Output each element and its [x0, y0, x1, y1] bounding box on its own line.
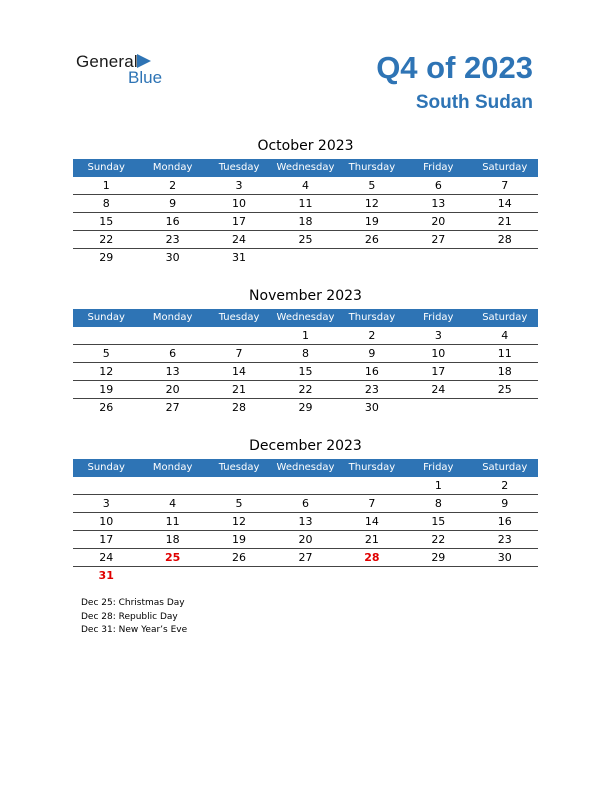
- day-cell: 5: [235, 497, 243, 510]
- day-cell: [206, 477, 272, 494]
- week-row: [73, 213, 538, 231]
- week-row: [73, 195, 538, 213]
- day-cell: 29: [298, 401, 313, 414]
- week-row: [73, 345, 538, 363]
- day-cell: 16: [165, 215, 180, 228]
- month-november: [73, 287, 538, 416]
- day-cell: [339, 477, 405, 494]
- day-cell: 2: [169, 179, 177, 192]
- day-cell: 22: [99, 233, 114, 246]
- day-cell: 10: [232, 197, 247, 210]
- day-cell: 24: [232, 233, 247, 246]
- day-cell: 15: [99, 215, 114, 228]
- weekday-label: Thursday: [348, 162, 396, 173]
- month-title: December 2023: [249, 438, 362, 454]
- country-name: South Sudan: [415, 92, 533, 113]
- weekday-label: Monday: [152, 312, 193, 323]
- weekday-label: Friday: [423, 312, 454, 323]
- week-row: [73, 477, 538, 495]
- weeks-grid: [73, 177, 538, 266]
- day-cell: 22: [298, 383, 313, 396]
- holiday-day-cell: 25: [164, 551, 181, 564]
- day-cell: [472, 249, 538, 266]
- day-cell: 24: [431, 383, 446, 396]
- day-cell: 18: [298, 215, 313, 228]
- weekday-label: Tuesday: [218, 162, 260, 173]
- day-cell: 8: [301, 347, 309, 360]
- week-row: [73, 549, 538, 567]
- day-cell: 1: [301, 329, 309, 342]
- weekday-label: Friday: [423, 462, 454, 473]
- day-cell: [272, 477, 338, 494]
- week-row: [73, 495, 538, 513]
- day-cell: [339, 567, 405, 584]
- weekday-label: Sunday: [87, 462, 125, 473]
- day-cell: [405, 249, 471, 266]
- day-cell: [472, 399, 538, 416]
- day-cell: 14: [232, 365, 247, 378]
- day-cell: 2: [501, 479, 509, 492]
- day-cell: 10: [99, 515, 114, 528]
- week-row: [73, 249, 538, 266]
- day-cell: 21: [497, 215, 512, 228]
- weekday-label: Tuesday: [218, 462, 260, 473]
- day-cell: 3: [434, 329, 442, 342]
- weeks-grid: [73, 477, 538, 584]
- weekday-label: Tuesday: [218, 312, 260, 323]
- holiday-day-cell: 31: [98, 569, 114, 582]
- weekday-header: [73, 159, 538, 177]
- weekday-label: Wednesday: [276, 162, 335, 173]
- day-cell: 26: [99, 401, 114, 414]
- weekday-label: Sunday: [87, 162, 125, 173]
- weekday-label: Thursday: [348, 462, 396, 473]
- day-cell: 4: [301, 179, 309, 192]
- week-row: [73, 363, 538, 381]
- holiday-note: Dec 25: Christmas Day: [81, 598, 185, 608]
- day-cell: [206, 567, 272, 584]
- day-cell: 3: [102, 497, 110, 510]
- day-cell: 19: [364, 215, 379, 228]
- day-cell: 4: [501, 329, 509, 342]
- day-cell: 12: [99, 365, 114, 378]
- day-cell: 5: [368, 179, 376, 192]
- day-cell: 31: [232, 251, 247, 264]
- day-cell: [472, 567, 538, 584]
- day-cell: 15: [431, 515, 446, 528]
- weekday-label: Monday: [152, 462, 193, 473]
- day-cell: 30: [497, 551, 512, 564]
- day-cell: 1: [102, 179, 110, 192]
- day-cell: 16: [497, 515, 512, 528]
- day-cell: 23: [497, 533, 512, 546]
- month-title: October 2023: [257, 138, 354, 154]
- day-cell: 20: [165, 383, 180, 396]
- day-cell: 25: [298, 233, 313, 246]
- day-cell: 30: [364, 401, 379, 414]
- day-cell: [405, 567, 471, 584]
- day-cell: [272, 567, 338, 584]
- day-cell: 7: [501, 179, 509, 192]
- weekday-label: Monday: [152, 162, 193, 173]
- day-cell: 24: [99, 551, 114, 564]
- weekday-label: Thursday: [348, 312, 396, 323]
- logo: [76, 52, 186, 92]
- weekday-header: [73, 459, 538, 477]
- day-cell: 20: [431, 215, 446, 228]
- weekday-label: Saturday: [482, 462, 528, 473]
- week-row: [73, 513, 538, 531]
- day-cell: 13: [165, 365, 180, 378]
- day-cell: 8: [102, 197, 110, 210]
- weekday-label: Wednesday: [276, 312, 335, 323]
- day-cell: [206, 327, 272, 344]
- day-cell: 26: [232, 551, 247, 564]
- weekday-label: Saturday: [482, 162, 528, 173]
- week-row: [73, 399, 538, 416]
- week-row: [73, 231, 538, 249]
- day-cell: 14: [497, 197, 512, 210]
- day-cell: 9: [501, 497, 509, 510]
- day-cell: 6: [169, 347, 177, 360]
- week-row: [73, 177, 538, 195]
- day-cell: [139, 477, 205, 494]
- day-cell: 5: [102, 347, 110, 360]
- week-row: [73, 327, 538, 345]
- week-row: [73, 567, 538, 584]
- week-row: [73, 381, 538, 399]
- day-cell: 21: [232, 383, 247, 396]
- week-row: [73, 531, 538, 549]
- day-cell: 11: [497, 347, 512, 360]
- holiday-day-cell: 28: [364, 551, 380, 564]
- day-cell: [272, 249, 338, 266]
- day-cell: 1: [434, 479, 442, 492]
- day-cell: 27: [165, 401, 180, 414]
- day-cell: 3: [235, 179, 243, 192]
- day-cell: 10: [431, 347, 446, 360]
- day-cell: 23: [165, 233, 180, 246]
- day-cell: 27: [298, 551, 313, 564]
- day-cell: 15: [298, 365, 313, 378]
- day-cell: 22: [431, 533, 446, 546]
- day-cell: 2: [368, 329, 376, 342]
- day-cell: 6: [434, 179, 442, 192]
- day-cell: 9: [368, 347, 376, 360]
- logo-blue-text: Blue: [128, 68, 163, 87]
- day-cell: 27: [431, 233, 446, 246]
- day-cell: [405, 399, 471, 416]
- day-cell: 4: [169, 497, 177, 510]
- day-cell: 12: [364, 197, 379, 210]
- month-october: [73, 137, 538, 266]
- logo-flag-icon: [137, 54, 151, 68]
- day-cell: 18: [497, 365, 512, 378]
- logo-general-text: General: [76, 52, 138, 71]
- day-cell: 17: [99, 533, 114, 546]
- day-cell: 19: [232, 533, 247, 546]
- day-cell: [139, 327, 205, 344]
- day-cell: 18: [165, 533, 180, 546]
- holiday-note: Dec 31: New Year’s Eve: [81, 625, 188, 635]
- day-cell: [73, 327, 139, 344]
- weekday-label: Wednesday: [276, 462, 335, 473]
- month-december: [73, 437, 538, 584]
- day-cell: 14: [364, 515, 379, 528]
- day-cell: [73, 477, 139, 494]
- holiday-note: Dec 28: Republic Day: [81, 611, 178, 622]
- day-cell: 25: [497, 383, 512, 396]
- month-title: November 2023: [249, 288, 362, 304]
- day-cell: 29: [99, 251, 114, 264]
- day-cell: 16: [364, 365, 379, 378]
- day-cell: 9: [169, 197, 177, 210]
- weekday-label: Saturday: [482, 312, 528, 323]
- day-cell: 21: [364, 533, 379, 546]
- day-cell: 17: [431, 365, 446, 378]
- day-cell: 6: [301, 497, 309, 510]
- day-cell: 7: [235, 347, 243, 360]
- day-cell: 30: [165, 251, 180, 264]
- day-cell: 7: [368, 497, 376, 510]
- day-cell: 12: [232, 515, 247, 528]
- day-cell: 17: [232, 215, 247, 228]
- day-cell: 11: [165, 515, 180, 528]
- day-cell: 23: [364, 383, 379, 396]
- weekday-label: Friday: [423, 162, 454, 173]
- day-cell: 29: [431, 551, 446, 564]
- day-cell: [139, 567, 205, 584]
- day-cell: 19: [99, 383, 114, 396]
- weekday-header: [73, 309, 538, 327]
- page-title: Q4 of 2023: [376, 50, 533, 85]
- weeks-grid: [73, 327, 538, 416]
- day-cell: [339, 249, 405, 266]
- day-cell: 20: [298, 533, 313, 546]
- day-cell: 11: [298, 197, 313, 210]
- weekday-label: Sunday: [87, 312, 125, 323]
- day-cell: 28: [497, 233, 512, 246]
- day-cell: 26: [364, 233, 379, 246]
- day-cell: 8: [434, 497, 442, 510]
- holiday-notes: [81, 597, 187, 638]
- day-cell: 28: [232, 401, 247, 414]
- day-cell: 13: [431, 197, 446, 210]
- day-cell: 13: [298, 515, 313, 528]
